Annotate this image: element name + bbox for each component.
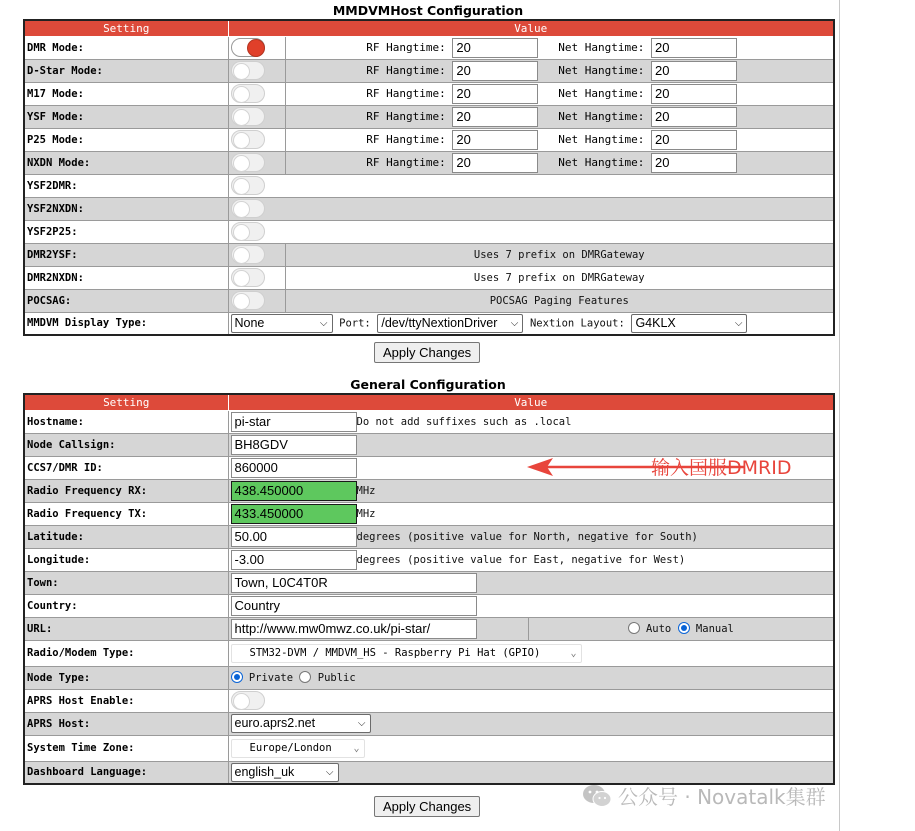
net-hangtime-label: Net Hangtime: (558, 63, 645, 77)
header-setting: Setting (24, 394, 228, 410)
rf-hangtime-input[interactable]: 20 (452, 84, 538, 104)
cross-row-ysf2p25 (24, 220, 834, 243)
node-private-label: Private (248, 672, 294, 684)
url-input[interactable]: http://www.mw0mwz.co.uk/pi-star/ (231, 619, 477, 639)
net-hangtime-input[interactable]: 20 (651, 107, 737, 127)
mode-row-m17 (24, 82, 834, 105)
hangtime-cell (285, 151, 834, 174)
rf-hangtime-input[interactable]: 20 (452, 130, 538, 150)
pocsag-toggle[interactable] (231, 291, 265, 310)
country-row (24, 594, 834, 617)
rf-hangtime-label: RF Hangtime: (366, 86, 446, 100)
node-public-label: Public (317, 672, 356, 684)
cross-row-dmr2ysf (24, 243, 834, 266)
hostname-row (24, 410, 834, 433)
aprs-enable-row (24, 689, 834, 712)
header-setting: Setting (24, 20, 228, 36)
longitude-note: degrees (positive value for East, negative for West) (356, 553, 686, 566)
rf-hangtime-label: RF Hangtime: (366, 63, 446, 77)
nodetype-label: Node Type: (24, 666, 228, 689)
layout-value: G4KLX (635, 315, 676, 330)
url-label: URL: (24, 617, 228, 640)
tx-freq-row (24, 502, 834, 525)
callsign-input[interactable]: BH8GDV (231, 435, 357, 455)
net-hangtime-input[interactable]: 20 (651, 61, 737, 81)
cross-label: DMR2NXDN: (24, 266, 228, 289)
cross-row-dmr2nxdn (24, 266, 834, 289)
language-value: english_uk (234, 764, 295, 779)
latitude-input[interactable]: 50.00 (231, 527, 357, 547)
cross-row-ysf2nxdn (24, 197, 834, 220)
m17-mode-toggle[interactable] (231, 84, 265, 103)
net-hangtime-input[interactable]: 20 (651, 38, 737, 58)
ysf2p25-toggle[interactable] (231, 222, 265, 241)
hangtime-cell (285, 105, 834, 128)
ysf2dmr-toggle[interactable] (231, 176, 265, 195)
aprs-host-select[interactable] (231, 714, 371, 733)
display-cell (228, 312, 834, 335)
longitude-input[interactable]: -3.00 (231, 550, 357, 570)
node-public-radio[interactable] (299, 671, 311, 683)
port-select[interactable] (377, 314, 523, 333)
port-value: /dev/ttyNextionDriver (381, 315, 498, 330)
url-manual-radio[interactable] (678, 622, 690, 634)
dstar-mode-toggle[interactable] (231, 61, 265, 80)
cross-label: POCSAG: (24, 289, 228, 312)
url-mode-cell (528, 617, 834, 640)
tx-freq-input[interactable]: 433.450000 (231, 504, 357, 524)
hostname-input[interactable]: pi-star (231, 412, 357, 432)
rx-unit: MHz (356, 484, 376, 497)
cross-label: YSF2P25: (24, 220, 228, 243)
hangtime-cell (285, 128, 834, 151)
latitude-label: Latitude: (24, 525, 228, 548)
mode-label: M17 Mode: (24, 82, 228, 105)
url-row (24, 617, 834, 640)
country-label: Country: (24, 594, 228, 617)
tx-unit: MHz (356, 507, 376, 520)
town-row (24, 571, 834, 594)
nextion-layout-label: Nextion Layout: (529, 317, 625, 330)
timezone-select[interactable] (231, 739, 365, 758)
town-input[interactable]: Town, L0C4T0R (231, 573, 477, 593)
display-type-select[interactable] (231, 314, 333, 333)
port-label: Port: (339, 317, 371, 330)
cross-label: YSF2DMR: (24, 174, 228, 197)
wechat-icon (582, 784, 612, 808)
cross-note: Uses 7 prefix on DMRGateway (285, 266, 834, 289)
mode-row-p25 (24, 128, 834, 151)
aprs-enable-toggle[interactable] (231, 691, 265, 710)
mode-label: YSF Mode: (24, 105, 228, 128)
rf-hangtime-label: RF Hangtime: (366, 155, 446, 169)
language-label: Dashboard Language: (24, 761, 228, 784)
hostname-note: Do not add suffixes such as .local (356, 415, 572, 428)
cross-label: DMR2YSF: (24, 243, 228, 266)
chevron-down-icon: ⌄ (353, 742, 360, 754)
right-gutter (841, 0, 915, 831)
net-hangtime-label: Net Hangtime: (558, 109, 645, 123)
cross-note: Uses 7 prefix on DMRGateway (285, 243, 834, 266)
cross-row-pocsag (24, 289, 834, 312)
general-apply-button[interactable]: Apply Changes (374, 796, 480, 817)
url-manual-label: Manual (695, 623, 734, 635)
mode-row-nxdn (24, 151, 834, 174)
hangtime-cell (285, 36, 834, 59)
net-hangtime-label: Net Hangtime: (558, 155, 645, 169)
chevron-down-icon: ⌵ (510, 317, 519, 329)
net-hangtime-input[interactable]: 20 (651, 153, 737, 173)
ysf-mode-toggle[interactable] (231, 107, 265, 126)
header-value: Value (228, 394, 834, 410)
callsign-label: Node Callsign: (24, 433, 228, 456)
mmdvm-table (23, 19, 835, 336)
mode-row-dmr (24, 36, 834, 59)
hangtime-cell (285, 82, 834, 105)
hangtime-cell (285, 59, 834, 82)
dmr2nxdn-toggle[interactable] (231, 268, 265, 287)
chevron-down-icon: ⌵ (357, 718, 366, 729)
mode-row-dstar (24, 59, 834, 82)
timezone-row (24, 735, 834, 761)
rf-hangtime-label: RF Hangtime: (366, 40, 446, 54)
display-row (24, 312, 834, 335)
header-value: Value (228, 20, 834, 36)
rf-hangtime-input[interactable]: 20 (452, 153, 538, 173)
latitude-row (24, 525, 834, 548)
mode-label: NXDN Mode: (24, 151, 228, 174)
mode-row-ysf (24, 105, 834, 128)
town-label: Town: (24, 571, 228, 594)
nextion-layout-select[interactable] (631, 314, 747, 333)
rx-freq-label: Radio Frequency RX: (24, 479, 228, 502)
net-hangtime-label: Net Hangtime: (558, 40, 645, 54)
timezone-value: Europe/London (249, 741, 332, 754)
url-auto-label: Auto (645, 623, 672, 635)
country-input[interactable]: Country (231, 596, 477, 616)
rf-hangtime-input[interactable]: 20 (452, 61, 538, 81)
chevron-down-icon: ⌵ (319, 317, 328, 329)
rf-hangtime-label: RF Hangtime: (366, 109, 446, 123)
annotation-text: 输入国服DMRID (651, 457, 792, 479)
watermark-text: 公众号 · Novatalk集群 (618, 785, 826, 809)
nodetype-row (24, 666, 834, 689)
cross-note: POCSAG Paging Features (285, 289, 834, 312)
latitude-note: degrees (positive value for North, negative for South) (356, 530, 698, 543)
table-header (24, 20, 834, 36)
net-hangtime-input[interactable]: 20 (651, 84, 737, 104)
display-label: MMDVM Display Type: (24, 312, 228, 335)
modem-select[interactable] (231, 644, 582, 663)
cross-label: YSF2NXDN: (24, 197, 228, 220)
aprs-host-value: euro.aprs2.net (234, 716, 316, 730)
longitude-row (24, 548, 834, 571)
modem-value: STM32-DVM / MMDVM_HS - Raspberry Pi Hat (GPIO) (249, 646, 541, 659)
aprs-host-row (24, 712, 834, 735)
dmrid-label: CCS7/DMR ID: (24, 456, 228, 479)
nxdn-mode-toggle[interactable] (231, 153, 265, 172)
timezone-label: System Time Zone: (24, 735, 228, 761)
rf-hangtime-input[interactable]: 20 (452, 107, 538, 127)
mode-label: D-Star Mode: (24, 59, 228, 82)
net-hangtime-label: Net Hangtime: (558, 132, 645, 146)
watermark (582, 781, 826, 810)
chevron-down-icon: ⌄ (570, 647, 577, 659)
language-select[interactable] (231, 763, 339, 782)
rx-freq-row (24, 479, 834, 502)
dmr-mode-toggle[interactable] (231, 38, 265, 57)
mode-label: P25 Mode: (24, 128, 228, 151)
dmrid-input[interactable]: 860000 (231, 458, 357, 478)
url-auto-radio[interactable] (628, 622, 640, 634)
p25-mode-toggle[interactable] (231, 130, 265, 149)
modem-row (24, 640, 834, 666)
hostname-label: Hostname: (24, 410, 228, 433)
general-table (23, 393, 835, 785)
general-title: General Configuration (350, 377, 506, 392)
rx-freq-input[interactable]: 438.450000 (231, 481, 357, 501)
modem-label: Radio/Modem Type: (24, 640, 228, 666)
longitude-label: Longitude: (24, 548, 228, 571)
rf-hangtime-input[interactable]: 20 (452, 38, 538, 58)
display-type-value: None (234, 315, 265, 330)
rf-hangtime-label: RF Hangtime: (366, 132, 446, 146)
node-private-radio[interactable] (231, 671, 243, 683)
chevron-down-icon: ⌵ (734, 317, 743, 329)
table-header (24, 394, 834, 410)
aprs-enable-label: APRS Host Enable: (24, 689, 228, 712)
net-hangtime-label: Net Hangtime: (558, 86, 645, 100)
mmdvm-apply-button[interactable]: Apply Changes (374, 342, 480, 363)
mode-label: DMR Mode: (24, 36, 228, 59)
cross-row-ysf2dmr (24, 174, 834, 197)
dmr2ysf-toggle[interactable] (231, 245, 265, 264)
ysf2nxdn-toggle[interactable] (231, 199, 265, 218)
aprs-host-label: APRS Host: (24, 712, 228, 735)
chevron-down-icon: ⌵ (325, 766, 334, 778)
mmdvm-title: MMDVMHost Configuration (332, 3, 524, 18)
tx-freq-label: Radio Frequency TX: (24, 502, 228, 525)
net-hangtime-input[interactable]: 20 (651, 130, 737, 150)
